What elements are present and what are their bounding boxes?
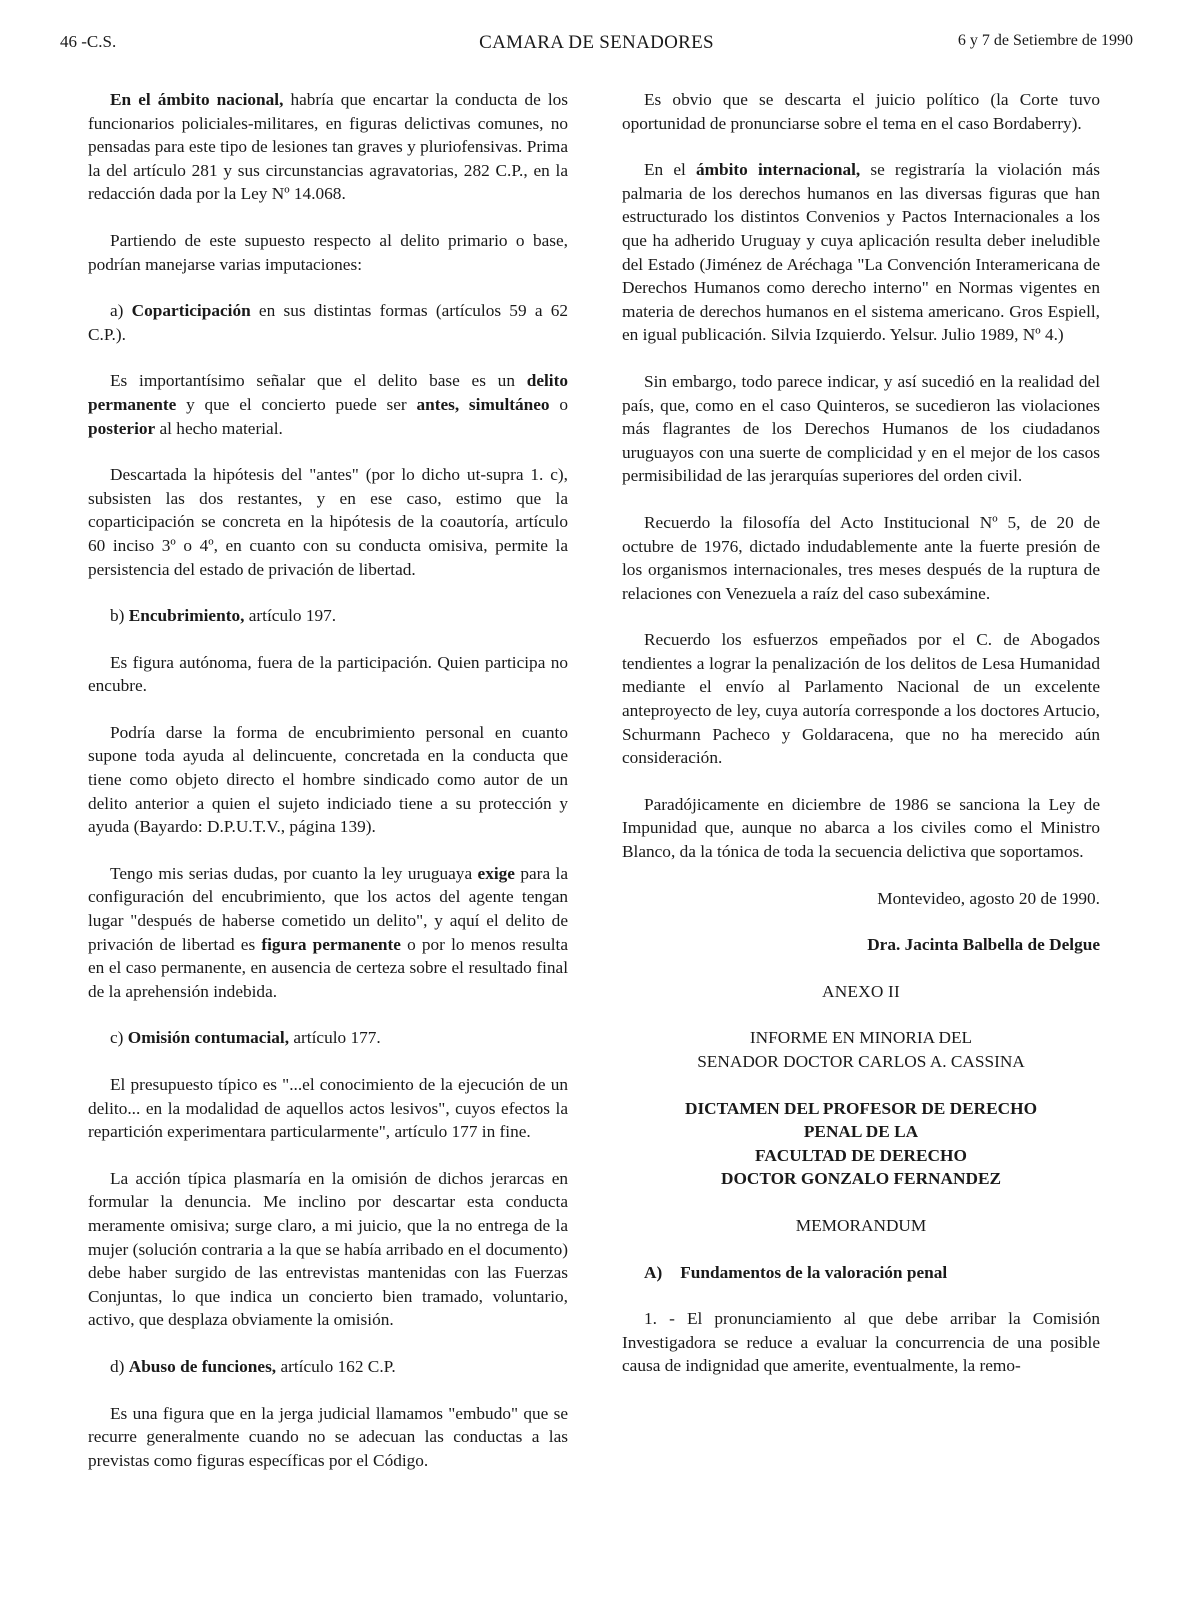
paragraph: Partiendo de este supuesto respecto al delito primario o base, podrían manejarse varias imputaciones: [88, 230, 568, 274]
paragraph: Es figura autónoma, fuera de la participación. Quien participa no encubre. [88, 652, 568, 696]
paragraph-text: se registraría la violación más palmaria de los derechos humanos en las diversas figuras que han estructurado los distintos Convenios y Pactos Internacionales a los que ha adherido Uruguay y cuya aplicación resulta deber ineludible del Estado (Jiménez de Aréchaga "La Convención Interamericana de Derechos Humanos como derecho interno" en Normas vigentes en materia de derechos humanos en el sistema americano. Gros Espiell, en igual publicación. Silvia Izquierdo. Yelsur. Julio 1989, Nº 4.) [622, 160, 1100, 345]
paragraph [88, 1355, 568, 1379]
paragraph: Es obvio que se descarta el juicio político (la Corte tuvo oportunidad de pronunciarse sobre el tema en el caso Bordaberry). [622, 90, 1100, 133]
list-marker: d) [110, 1356, 129, 1376]
paragraph: Paradójicamente en diciembre de 1986 se sanciona la Ley de Impunidad que, aunque no abarca a los civiles como el Ministro Blanco, da la tónica de toda la secuencia delictiva que soportamos. [622, 794, 1100, 862]
bold-phrase: delito permanente [88, 371, 568, 414]
paragraph: Descartada la hipótesis del "antes" (por lo dicho ut-supra 1. c), subsisten las dos restantes, y en ese caso, estimo que la coparticipación se concreta en la hipótesis de la coautoría, artículo 60 inciso 3º o 4º, en cuanto con su conducta omisiva, permite la persistencia del estado de privación de libertad. [88, 465, 568, 579]
paragraph [88, 604, 568, 628]
place-date: Montevideo, agosto 20 de 1990. [877, 888, 1100, 908]
bold-phrase: Encubrimiento, [128, 606, 245, 626]
paragraph-text: artículo 177. [289, 1028, 381, 1048]
paragraph: Sin embargo, todo parece indicar, y así sucedió en la realidad del país, que, como en el caso Quinteros, se sucedieron las violaciones más flagrantes de los Derechos Humanos de los ciudadanos uruguayos con una suerte de complicidad y en el mejor de los casos permisibilidad de las jerarquías superiores del orden civil. [622, 371, 1100, 486]
bold-phrase: Omisión contumacial, [127, 1028, 290, 1048]
report-heading [622, 1026, 1100, 1073]
bold-phrase: ámbito internacional, [695, 160, 861, 180]
section-letter: A) [644, 1262, 663, 1282]
annex-label: ANEXO II [822, 981, 900, 1001]
list-marker: b) [110, 606, 129, 626]
signature [622, 933, 1100, 957]
section-title: Fundamentos de la valoración penal [680, 1262, 948, 1282]
bold-phrase: En el ámbito nacional, [110, 90, 284, 109]
paragraph [88, 369, 568, 440]
paragraph-text: habría que encartar la conducta de los funcionarios policiales-militares, en figuras delictivas comunes, no pensadas para este tipo de lesiones tan graves y pluriofensivas. Prima la del artículo 281 y sus circunstancias agravatorias, 282 C.P., en la redacción dada por la Ley Nº 14.068. [88, 90, 568, 204]
paragraph [88, 88, 568, 206]
paragraph-text: al hecho material. [155, 418, 283, 438]
paragraph-text: o por lo menos resulta en el caso permanente, en ausencia de certeza sobre el resultado final de la aprehensión indebida. [88, 934, 568, 1001]
memorandum-title: MEMORANDUM [795, 1215, 927, 1235]
paragraph: El presupuesto típico es "...el conocimiento de la ejecución de un delito... en la modalidad de aquellos actos lesivos", cuyos efectos la repartición experimentara particularmente", artículo 177 in fine. [88, 1075, 568, 1142]
paragraph [88, 299, 568, 346]
paragraph-text: para la configuración del encubrimiento, que los actos del agente tengan lugar "después de haberse cometido un delito", y aquí el delito de privación de libertad es [88, 863, 568, 954]
right-column [622, 88, 1100, 1401]
paragraph: Podría darse la forma de encubrimiento personal en cuanto supone toda ayuda al delincuente, concretada en la conducta que tiene como objeto directo el hombre sindicado como autor de un delito anterior a quien el sujeto indiciado tiene a su protección y ayuda (Bayardo: D.P.U.T.V., página 139). [88, 722, 568, 837]
paragraph [622, 158, 1100, 347]
opinion-heading [622, 1097, 1100, 1191]
paragraph-text: o [549, 394, 568, 414]
paragraph: La acción típica plasmaría en la omisión de dichos jerarcas en formular la denuncia. Me inclino por descartar esta conducta meramente omisiva; surge claro, a mi juicio, que la no entrega de la mujer (solución contraria a la que se había arribado en el documento) debe haber surgido de las entrevistas mantenidas con las Fuerzas Conjuntas, lo que indica un concierto bien tramado, voluntario, activo, que desplaza obviamente la omisión. [88, 1168, 568, 1330]
paragraph-text: En el [644, 160, 696, 180]
paragraph-text: Tengo mis serias dudas, por cuanto la ley uruguaya [110, 863, 478, 883]
bold-phrase: posterior [88, 418, 156, 438]
publication-title: CAMARA DE SENADORES [479, 32, 714, 53]
left-column [88, 88, 568, 1495]
bold-phrase: figura permanente [261, 934, 401, 954]
bold-phrase: Coparticipación [131, 301, 251, 321]
opinion-heading-line: DICTAMEN DEL PROFESOR DE DERECHO [684, 1098, 1038, 1118]
publication-date: 6 y 7 de Setiembre de 1990 [957, 32, 1133, 49]
paragraph: Recuerdo los esfuerzos empeñados por el C. de Abogados tendientes a lograr la penalización de los delitos de Lesa Humanidad mediante el envío al Parlamento Nacional de un excelente anteproyecto de ley, cuya autoría corresponde a los doctores Artucio, Schurmann Pacheco y Goldaracena, que no ha merecido aún consideración. [622, 630, 1100, 768]
paragraph-text: y que el concierto puede ser [176, 394, 417, 414]
signature-name: Dra. Jacinta Balbella de Delgue [867, 935, 1100, 955]
paragraph-text: en sus distintas formas (artículos 59 a 62 C.P.). [88, 301, 568, 344]
bold-phrase: antes, simultáneo [416, 394, 550, 414]
page-number: 46 -C.S. [60, 32, 117, 51]
paragraph: 1. - El pronunciamiento al que debe arribar la Comisión Investigadora se reduce a evaluar la concurrencia de una posible causa de indignidad que amerite, eventualmente, la remo- [622, 1309, 1100, 1376]
bold-phrase: exige [477, 863, 515, 883]
paragraph [88, 1026, 568, 1050]
list-marker: a) [110, 301, 132, 321]
paragraph [88, 862, 568, 1004]
paragraph-text: Es importantísimo señalar que el delito base es un [110, 371, 527, 391]
opinion-heading-line: DOCTOR GONZALO FERNANDEZ [720, 1169, 1002, 1189]
paragraph-text: artículo 162 C.P. [276, 1356, 396, 1376]
bold-phrase: Abuso de funciones, [128, 1356, 277, 1376]
paragraph: Recuerdo la filosofía del Acto Institucional Nº 5, de 20 de octubre de 1976, dictado indudablemente ante la fuerte presión de los organismos internacionales, tres meses después de la ruptura de relaciones con Venezuela a raíz del caso subexámine. [622, 512, 1100, 603]
opinion-heading-line: PENAL DE LA [803, 1122, 919, 1142]
paragraph-text: artículo 197. [244, 606, 337, 626]
section-heading [622, 1261, 1100, 1285]
report-heading-line: SENADOR DOCTOR CARLOS A. CASSINA [697, 1052, 1025, 1071]
paragraph: Es una figura que en la jerga judicial llamamos "embudo" que se recurre generalmente cuando no se adecuan las conductas a las previstas como figuras específicas por el Código. [88, 1403, 568, 1470]
report-heading-line: INFORME EN MINORIA DEL [749, 1028, 973, 1048]
opinion-heading-line: FACULTAD DE DERECHO [755, 1145, 967, 1165]
list-marker: c) [110, 1028, 128, 1048]
